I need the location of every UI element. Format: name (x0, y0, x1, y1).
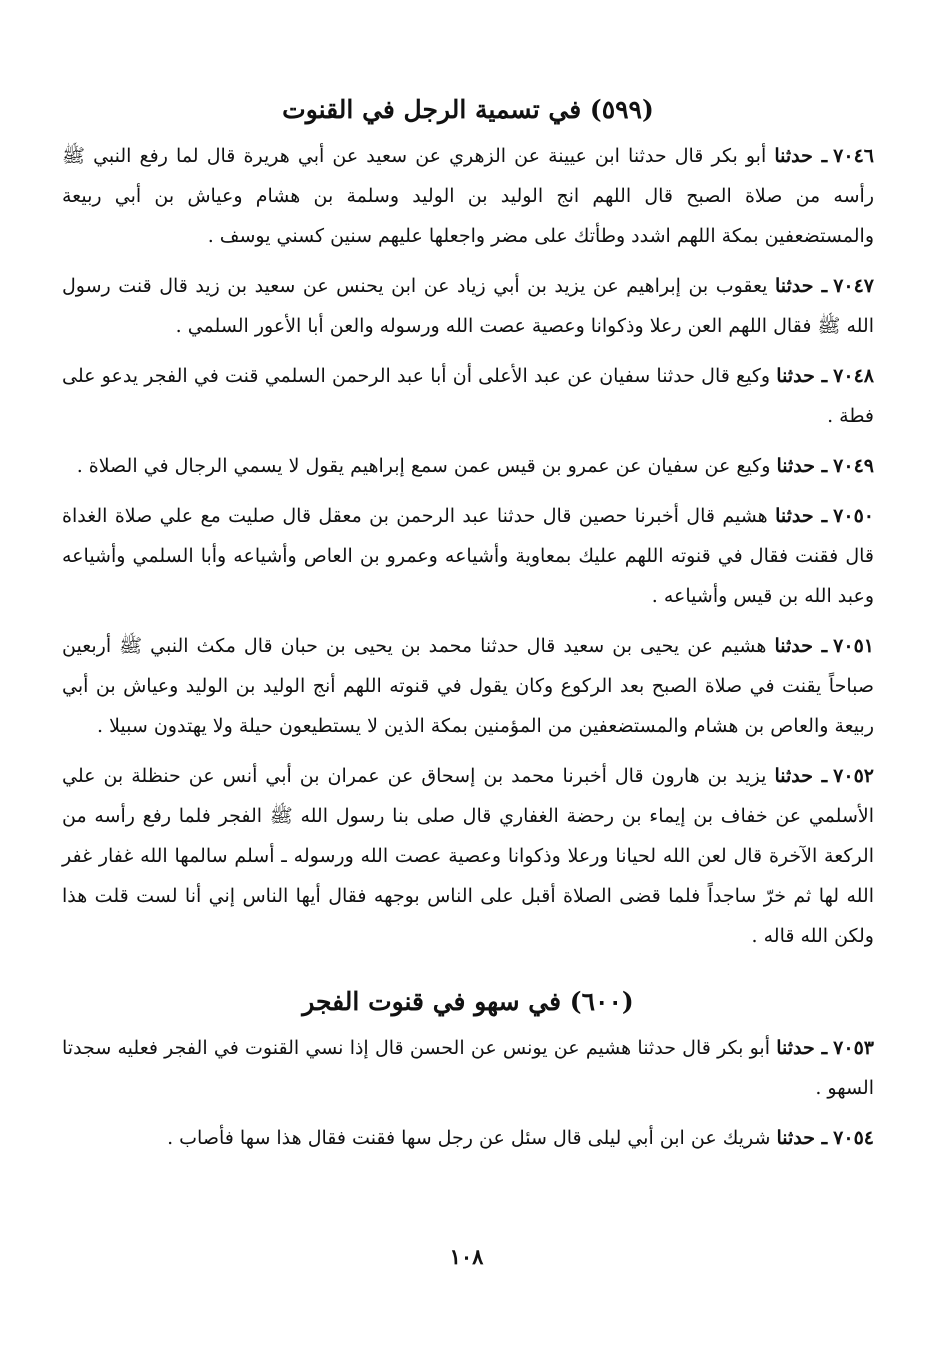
hadith-number: ٧٠٥٤ (833, 1127, 874, 1149)
hadith-text: وكيع عن سفيان عن عمرو بن قيس عمن سمع إبراهيم يقول لا يسمي الرجال في الصلاة . (76, 455, 771, 477)
hadith-paragraph (62, 446, 874, 486)
hadith-number: ٧٠٤٨ (833, 365, 874, 387)
hadith-paragraph (62, 626, 874, 746)
hadith-number: ٧٠٥٣ (833, 1037, 874, 1059)
hadith-lead: ـ حدثنا (774, 765, 828, 787)
hadith-paragraph (62, 1118, 874, 1158)
hadith-lead: ـ حدثنا (774, 635, 828, 657)
hadith-number: ٧٠٥٢ (833, 765, 874, 787)
hadith-lead: ـ حدثنا (776, 455, 828, 477)
hadith-number: ٧٠٤٩ (833, 455, 874, 477)
hadith-paragraph (62, 266, 874, 346)
section-title: (٥٩٩) في تسمية الرجل في القنوت (282, 95, 654, 124)
hadith-number: ٧٠٥٠ (833, 505, 874, 527)
hadith-text: هشيم قال أخبرنا حصين قال حدثنا عبد الرحمن بن معقل قال صليت مع علي صلاة الغداة قال فقنت فقال في قنوته اللهم عليك بمعاوية وأشياعه وعمرو بن العاص وأشياعه وأبا السلمي وأشياعه وعبد الله بن قيس وأشياعه . (62, 505, 874, 607)
hadith-text: شريك عن ابن أبي ليلى قال سئل عن رجل سها فقنت فقال هذا سها فأصاب . (167, 1127, 771, 1149)
hadith-paragraph (62, 496, 874, 616)
hadith-text: هشيم عن يحيى بن سعيد قال حدثنا محمد بن يحيى بن حبان قال مكث النبي ﷺ أربعين صباحاً يقنت في صلاة الصبح بعد الركوع وكان يقول في قنوته اللهم أنج الوليد بن الوليد وعياش بن أبي ربيعة والعاص بن هشام والمستضعفين من المؤمنين بمكة الذين لا يستطيعون حيلة ولا يهتدون سبيلا . (62, 635, 874, 737)
hadith-paragraph (62, 756, 874, 956)
hadith-lead: ـ حدثنا (775, 505, 828, 527)
hadith-number: ٧٠٤٦ (833, 145, 874, 167)
hadith-paragraph (62, 356, 874, 436)
hadith-lead: ـ حدثنا (776, 1037, 828, 1059)
hadith-text: أبو بكر قال حدثنا هشيم عن يونس عن الحسن قال إذا نسي القنوت في الفجر فعليه سجدتا السهو . (62, 1037, 874, 1099)
hadith-lead: ـ حدثنا (774, 145, 828, 167)
hadith-text: يزيد بن هارون قال أخبرنا محمد بن إسحاق عن عمران بن أبي أنس عن حنظلة بن علي الأسلمي عن خفاف بن إيماء بن رحضة الغفاري قال صلى بنا رسول الله ﷺ الفجر فلما رفع رأسه من الركعة الآخرة قال لعن الله لحيانا ورعلا وذكوانا وعصية عصت الله ورسوله ـ أسلم سالمها الله غفار غفر الله لها ثم خرّ ساجداً فلما قضى الصلاة أقبل على الناس بوجهه فقال أيها الناس إني أنا لست قلت هذا ولكن الله قاله . (62, 765, 874, 947)
hadith-text: يعقوب بن إبراهيم عن يزيد بن أبي زياد عن ابن يحنس عن سعيد بن زيد قال قنت رسول الله ﷺ فقال اللهم العن رعلا وذكوانا وعصية عصت الله ورسوله والعن أبا الأعور السلمي . (62, 275, 874, 337)
hadith-number: ٧٠٤٧ (833, 275, 875, 297)
hadith-number: ٧٠٥١ (833, 635, 874, 657)
hadith-lead: ـ حدثنا (776, 365, 828, 387)
page-number: ١٠٨ (449, 1244, 484, 1269)
page-content (62, 90, 874, 1168)
hadith-text: أبو بكر قال حدثنا ابن عيينة عن الزهري عن سعيد عن أبي هريرة قال لما رفع النبي ﷺ رأسه من صلاة الصبح قال اللهم انج الوليد بن الوليد وسلمة بن هشام وعياش بن أبي ربيعة والمستضعفين بمكة اللهم اشدد وطأتك على مضر واجعلها عليهم سنين كسني يوسف . (62, 145, 874, 247)
hadith-paragraph (62, 1028, 874, 1108)
hadith-text: وكيع قال حدثنا سفيان عن عبد الأعلى أن أبا عبد الرحمن السلمي قنت في الفجر يدعو على فطة . (62, 365, 874, 427)
hadith-paragraph (62, 136, 874, 256)
hadith-lead: ـ حدثنا (776, 1127, 828, 1149)
section-title: (٦٠٠) في سهو في قنوت الفجر (302, 987, 634, 1016)
hadith-lead: ـ حدثنا (775, 275, 828, 297)
